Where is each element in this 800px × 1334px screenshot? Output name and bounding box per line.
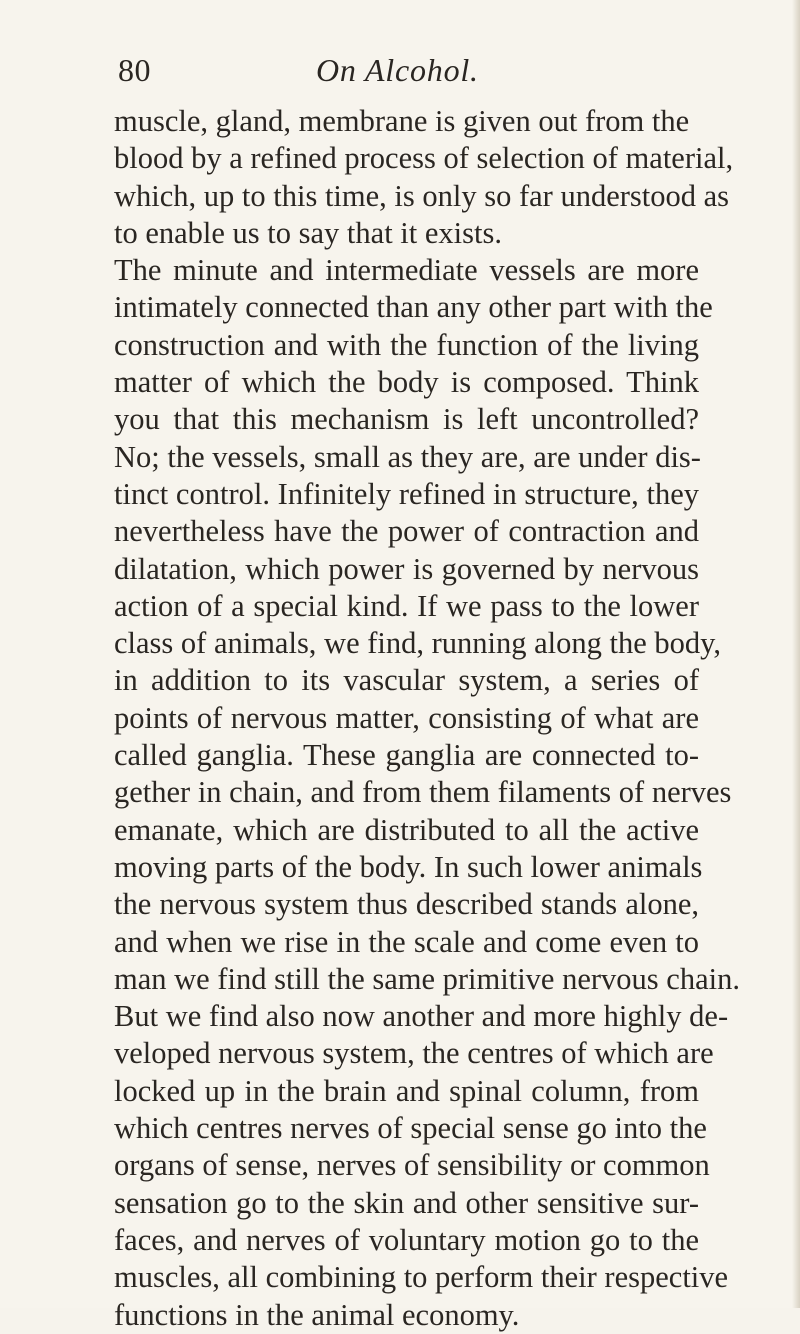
text-line: which centres nerves of special sense go into the (114, 1111, 707, 1146)
text-line: The minute and intermediate vessels are more (114, 253, 699, 288)
text-line: No; the vessels, small as they are, are under dis- (114, 439, 701, 474)
text-line: emanate, which are distributed to all the active (114, 812, 699, 847)
text-line: and when we rise in the scale and come even to (114, 924, 699, 959)
text-line: in addition to its vascular system, a series of (114, 663, 699, 698)
text-line: faces, and nerves of voluntary motion go to the (114, 1222, 699, 1257)
text-line: points of nervous matter, consisting of what are (114, 700, 699, 735)
text-line: nevertheless have the power of contraction and (114, 514, 699, 549)
text-line: muscle, gland, membrane is given out from the (114, 104, 690, 138)
text-line: muscles, all combining to perform their respective (114, 1260, 729, 1295)
page-header (118, 52, 698, 92)
text-line: dilatation, which power is governed by nervous (114, 551, 699, 586)
text-line: the nervous system thus described stands alone, (114, 887, 699, 922)
text-line: organs of sense, nerves of sensibility or common (114, 1148, 710, 1183)
page-number: 80 (118, 52, 151, 88)
text-line: sensation go to the skin and other sensitive sur- (114, 1185, 699, 1220)
text-line: to enable us to say that it exists. (114, 215, 502, 250)
text-line: But we find also now another and more highly de- (114, 999, 729, 1034)
text-line: moving parts of the body. In such lower animals (114, 849, 703, 884)
text-line: gether in chain, and from them filaments of nerves (114, 775, 732, 810)
text-line: man we find still the same primitive nervous chain. (114, 961, 740, 996)
text-line: action of a special kind. If we pass to the lower (114, 588, 699, 623)
text-line: tinct control. Infinitely refined in structure, they (114, 476, 699, 511)
text-line: class of animals, we find, running along the body, (114, 626, 722, 661)
text-line: which, up to this time, is only so far understood as (114, 178, 730, 213)
text-line: functions in the animal economy. (114, 1297, 520, 1332)
text-line: locked up in the brain and spinal column, from (114, 1073, 699, 1108)
text-line: intimately connected than any other part with the (114, 290, 713, 325)
text-line: veloped nervous system, the centres of which are (114, 1036, 714, 1071)
text-line: matter of which the body is composed. Think (114, 365, 699, 400)
text-line: you that this mechanism is left uncontrolled? (114, 402, 699, 437)
running-title: On Alcohol. (316, 52, 479, 88)
body-text (114, 103, 740, 1334)
text-line: called ganglia. These ganglia are connected to- (114, 738, 699, 773)
text-line: blood by a refined process of selection of material, (114, 141, 734, 176)
text-line: construction and with the function of the living (114, 327, 699, 362)
page-edge-shadow (792, 0, 800, 1308)
